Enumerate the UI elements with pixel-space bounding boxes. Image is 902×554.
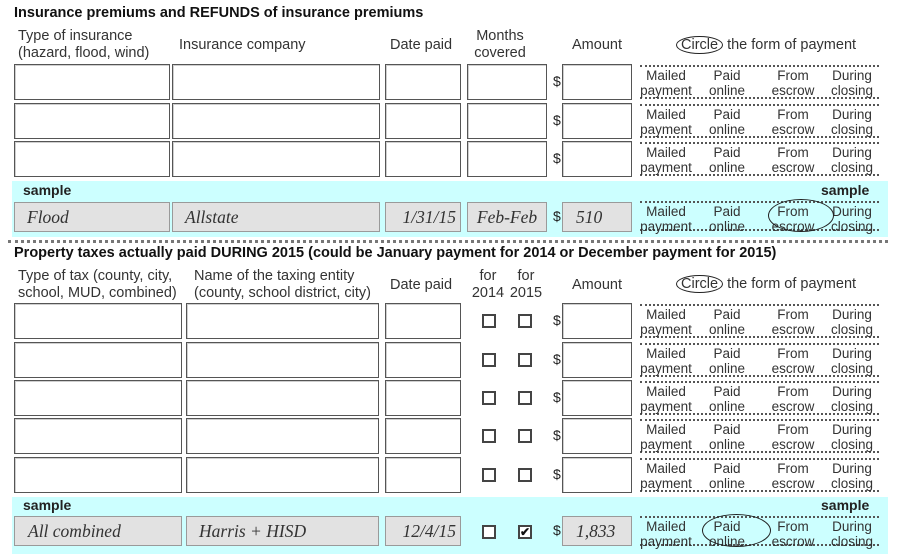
payment-option-line2: payment (640, 476, 692, 491)
insurance-row-payment-options (640, 65, 879, 99)
tax-date-input[interactable] (385, 342, 461, 378)
payment-option-line1: Paid (713, 519, 741, 534)
tax-entity-header-line2: (county, school district, city) (194, 285, 372, 301)
tax-sample-amount: 1,833 (562, 516, 632, 546)
insurance-row-during-closing-option[interactable] (827, 145, 877, 175)
tax-row-paid-online-option[interactable] (702, 346, 752, 376)
tax-row-from-escrow-option[interactable] (767, 422, 819, 452)
payment-option-line2: online (708, 437, 746, 452)
payment-option-line2: payment (640, 322, 692, 337)
payment-option-line1: Paid (713, 346, 741, 361)
payment-option-line1: From (777, 204, 809, 219)
insurance-date-header: Date paid (390, 37, 453, 53)
tax-row-payment-options (640, 343, 879, 377)
insurance-circle-instruction (676, 37, 856, 54)
section-divider (8, 240, 888, 243)
tax-for-2015-checkbox[interactable] (518, 391, 532, 405)
tax-for-2014-checkbox[interactable] (482, 429, 496, 443)
payment-option-line2: online (708, 219, 746, 234)
payment-option-line1: During (832, 346, 872, 361)
insurance-date-input[interactable] (385, 141, 461, 177)
tax-row-paid-online-option[interactable] (702, 461, 752, 491)
tax-date-header: Date paid (390, 277, 453, 293)
tax-for-2014-checkbox[interactable] (482, 353, 496, 367)
tax-for-2014-checkbox[interactable] (482, 391, 496, 405)
tax-entity-input[interactable] (186, 303, 379, 339)
payment-option-line1: From (777, 107, 809, 122)
payment-option-line2: payment (640, 219, 692, 234)
insurance-row-from-escrow-option[interactable] (767, 107, 819, 137)
insurance-row-mailed-payment-option[interactable] (640, 68, 692, 98)
payment-option-line1: Paid (713, 384, 741, 399)
tax-type-input[interactable] (14, 303, 182, 339)
payment-option-line1: Mailed (646, 107, 686, 122)
payment-option-line1: Mailed (646, 384, 686, 399)
tax-sample-label-right: sample (821, 497, 870, 513)
tax-row-during-closing-option[interactable] (827, 461, 877, 491)
payment-option-line1: Mailed (646, 145, 686, 160)
payment-option-line2: payment (640, 534, 692, 549)
tax-for-2015-checkbox[interactable] (518, 429, 532, 443)
tax-row-payment-options (640, 381, 879, 415)
insurance-row-paid-online-option[interactable] (702, 145, 752, 175)
payment-option-line1: During (832, 461, 872, 476)
tax-row-mailed-payment-option[interactable] (640, 461, 692, 491)
payment-option-line2: escrow (771, 361, 815, 376)
tax-amount-input[interactable] (562, 380, 632, 416)
tax-for-2015-checkbox[interactable] (518, 353, 532, 367)
tax-dollar-sign: $ (553, 427, 561, 443)
payment-option-line1: During (832, 107, 872, 122)
payment-option-line1: Mailed (646, 68, 686, 83)
insurance-sample-type: Flood (14, 202, 170, 232)
tax-row-mailed-payment-option[interactable] (640, 307, 692, 337)
tax-date-input[interactable] (385, 380, 461, 416)
tax-for-2014-header-line1: for (479, 268, 497, 284)
insurance-sample-payment-options (640, 201, 879, 234)
payment-option-line2: closing (830, 399, 874, 414)
tax-row-from-escrow-option[interactable] (767, 346, 819, 376)
payment-option-line1: From (777, 384, 809, 399)
tax-row-during-closing-option[interactable] (827, 346, 877, 376)
insurance-row-paid-online-option[interactable] (702, 107, 752, 137)
payment-option-line2: online (708, 534, 746, 549)
insurance-type-header-line1: Type of insurance (18, 28, 133, 44)
payment-option-line2: online (708, 160, 746, 175)
tax-amount-input[interactable] (562, 342, 632, 378)
insurance-months-header-line1: Months (476, 28, 524, 44)
payment-option-line1: From (777, 307, 809, 322)
tax-row-from-escrow-option[interactable] (767, 384, 819, 414)
payment-option-line2: escrow (771, 160, 815, 175)
payment-option-line1: From (777, 145, 809, 160)
tax-sample-type: All combined (14, 516, 182, 546)
tax-entity-header (194, 268, 371, 302)
tax-amount-input[interactable] (562, 303, 632, 339)
tax-row-paid-online-option[interactable] (702, 307, 752, 337)
tax-row-during-closing-option[interactable] (827, 384, 877, 414)
payment-option-line1: From (777, 422, 809, 437)
tax-for-2015-checkbox[interactable] (518, 314, 532, 328)
insurance-sample-date: 1/31/15 (385, 202, 461, 232)
tax-date-input[interactable] (385, 457, 461, 493)
payment-option-line2: closing (830, 361, 874, 376)
insurance-row-paid-online-option[interactable] (702, 68, 752, 98)
payment-option-line2: escrow (771, 83, 815, 98)
tax-amount-input[interactable] (562, 457, 632, 493)
insurance-months-input[interactable] (467, 103, 547, 139)
tax-dollar-sign: $ (553, 351, 561, 367)
insurance-row-during-closing-option[interactable] (827, 68, 877, 98)
payment-option-line1: During (832, 68, 872, 83)
insurance-type-input[interactable] (14, 141, 170, 177)
payment-option-line2: online (708, 399, 746, 414)
tax-type-header-line2: school, MUD, combined) (18, 285, 177, 301)
insurance-dollar-sign: $ (553, 73, 561, 89)
payment-option-line2: escrow (771, 534, 815, 549)
insurance-sample-circled-option (768, 199, 834, 232)
tax-sample-from-escrow-option[interactable] (767, 519, 819, 549)
tax-for-2015-checkbox[interactable] (518, 468, 532, 482)
insurance-company-input[interactable] (172, 141, 380, 177)
tax-for-2014-header (470, 268, 506, 302)
tax-row-paid-online-option[interactable] (702, 422, 752, 452)
tax-type-input[interactable] (14, 342, 182, 378)
payment-option-line1: Paid (713, 461, 741, 476)
insurance-row-from-escrow-option[interactable] (767, 145, 819, 175)
tax-row-payment-options (640, 419, 879, 453)
tax-for-2015-header (508, 268, 544, 302)
insurance-row-payment-options (640, 142, 879, 176)
insurance-months-header (467, 28, 533, 62)
insurance-row-mailed-payment-option[interactable] (640, 107, 692, 137)
tax-row-payment-options (640, 458, 879, 492)
insurance-row-payment-options (640, 104, 879, 138)
insurance-sample-months: Feb-Feb (467, 202, 547, 232)
tax-type-input[interactable] (14, 457, 182, 493)
insurance-months-input[interactable] (467, 64, 547, 100)
insurance-sample-mailed-payment-option[interactable] (640, 204, 692, 234)
payment-option-line2: payment (640, 160, 692, 175)
payment-option-line1: During (832, 145, 872, 160)
insurance-months-input[interactable] (467, 141, 547, 177)
payment-option-line1: During (832, 307, 872, 322)
insurance-dollar-sign: $ (553, 112, 561, 128)
payment-option-line2: online (708, 322, 746, 337)
payment-option-line2: closing (830, 160, 874, 175)
insurance-row-during-closing-option[interactable] (827, 107, 877, 137)
tax-date-input[interactable] (385, 418, 461, 454)
circle-word: Circle (676, 36, 723, 54)
tax-circle-instruction (676, 276, 856, 293)
tax-sample-dollar: $ (553, 522, 561, 538)
insurance-type-header (18, 28, 149, 62)
insurance-dollar-sign: $ (553, 150, 561, 166)
tax-for-2015-header-line1: for (517, 268, 535, 284)
insurance-amount-input[interactable] (562, 141, 632, 177)
tax-for-2015-header-line2: 2015 (509, 285, 543, 301)
payment-option-line1: During (832, 204, 872, 219)
payment-option-line2: closing (830, 219, 874, 234)
tax-row-payment-options (640, 304, 879, 338)
payment-option-line2: online (708, 83, 746, 98)
tax-sample-mailed-payment-option[interactable] (640, 519, 692, 549)
payment-option-line1: From (777, 68, 809, 83)
tax-for-2014-header-line2: 2014 (471, 285, 505, 301)
tax-sample-date: 12/4/15 (385, 516, 461, 546)
circle-word: Circle (676, 275, 723, 293)
insurance-amount-input[interactable] (562, 103, 632, 139)
payment-option-line2: escrow (771, 476, 815, 491)
tax-dollar-sign: $ (553, 389, 561, 405)
tax-for-2014-checkbox[interactable] (482, 314, 496, 328)
insurance-row-from-escrow-option[interactable] (767, 68, 819, 98)
insurance-type-input[interactable] (14, 103, 170, 139)
tax-row-mailed-payment-option[interactable] (640, 346, 692, 376)
tax-amount-input[interactable] (562, 418, 632, 454)
tax-sample-during-closing-option[interactable] (827, 519, 877, 549)
tax-entity-input[interactable] (186, 380, 379, 416)
tax-type-input[interactable] (14, 418, 182, 454)
payment-option-line1: Mailed (646, 307, 686, 322)
payment-option-line1: From (777, 346, 809, 361)
tax-row-from-escrow-option[interactable] (767, 307, 819, 337)
payment-option-line1: During (832, 384, 872, 399)
payment-option-line1: Paid (713, 204, 741, 219)
payment-option-line2: closing (830, 322, 874, 337)
payment-option-line1: Mailed (646, 204, 686, 219)
payment-option-line2: closing (830, 83, 874, 98)
payment-option-line2: payment (640, 361, 692, 376)
payment-option-line1: Mailed (646, 346, 686, 361)
insurance-sample-during-closing-option[interactable] (827, 204, 877, 234)
insurance-date-input[interactable] (385, 103, 461, 139)
payment-option-line2: closing (830, 476, 874, 491)
payment-option-line2: payment (640, 437, 692, 452)
insurance-section-title: Insurance premiums and REFUNDS of insurance premiums (14, 5, 424, 21)
tax-date-input[interactable] (385, 303, 461, 339)
payment-option-line1: Paid (713, 422, 741, 437)
form-of-payment-label: the form of payment (727, 276, 857, 292)
payment-option-line1: Paid (713, 145, 741, 160)
tax-type-input[interactable] (14, 380, 182, 416)
tax-row-mailed-payment-option[interactable] (640, 384, 692, 414)
tax-entity-header-line1: Name of the taxing entity (194, 268, 355, 284)
insurance-sample-label-right: sample (821, 182, 870, 198)
payment-option-line2: payment (640, 122, 692, 137)
payment-option-line2: closing (830, 437, 874, 452)
payment-option-line1: Paid (713, 307, 741, 322)
payment-option-line2: escrow (771, 219, 815, 234)
payment-option-line1: From (777, 519, 809, 534)
tax-sample-label-left: sample (23, 497, 72, 513)
tax-amount-header: Amount (572, 277, 622, 293)
tax-sample-circled-option (702, 514, 771, 547)
insurance-months-header-line2: covered (474, 45, 526, 61)
insurance-type-input[interactable] (14, 64, 170, 100)
insurance-sample-paid-online-option[interactable] (702, 204, 752, 234)
insurance-row-mailed-payment-option[interactable] (640, 145, 692, 175)
form-of-payment-label: the form of payment (727, 37, 857, 53)
payment-option-line1: During (832, 422, 872, 437)
payment-option-line2: payment (640, 83, 692, 98)
insurance-company-header: Insurance company (179, 37, 306, 53)
insurance-sample-amount: 510 (562, 202, 632, 232)
payment-option-line2: escrow (771, 399, 815, 414)
tax-type-header (18, 268, 177, 302)
insurance-company-input[interactable] (172, 103, 380, 139)
payment-option-line1: Paid (713, 107, 741, 122)
insurance-sample-company: Allstate (172, 202, 380, 232)
insurance-sample-dollar: $ (553, 208, 561, 224)
tax-sample-entity: Harris + HISD (186, 516, 379, 546)
payment-option-line1: Mailed (646, 422, 686, 437)
tax-row-from-escrow-option[interactable] (767, 461, 819, 491)
tax-sample-for-2015-checkbox: ✔ (520, 525, 531, 539)
payment-option-line2: escrow (771, 437, 815, 452)
payment-option-line1: Paid (713, 68, 741, 83)
insurance-date-input[interactable] (385, 64, 461, 100)
payment-option-line1: Mailed (646, 461, 686, 476)
payment-option-line2: closing (830, 122, 874, 137)
insurance-company-input[interactable] (172, 64, 380, 100)
tax-type-header-line1: Type of tax (county, city, (18, 268, 173, 284)
tax-dollar-sign: $ (553, 466, 561, 482)
tax-sample-for-2014-checkbox (482, 525, 496, 539)
tax-row-mailed-payment-option[interactable] (640, 422, 692, 452)
tax-row-during-closing-option[interactable] (827, 422, 877, 452)
payment-option-line1: Mailed (646, 519, 686, 534)
insurance-amount-header: Amount (572, 37, 622, 53)
payment-option-line1: During (832, 519, 872, 534)
payment-option-line2: escrow (771, 122, 815, 137)
tax-entity-input[interactable] (186, 457, 379, 493)
payment-option-line2: online (708, 361, 746, 376)
payment-option-line1: From (777, 461, 809, 476)
insurance-type-header-line2: (hazard, flood, wind) (18, 45, 150, 61)
property-tax-section-title: Property taxes actually paid DURING 2015 (could be January payment for 2014 or December payment for 2015) (14, 245, 777, 261)
payment-option-line2: online (708, 122, 746, 137)
payment-option-line2: closing (830, 534, 874, 549)
payment-option-line2: payment (640, 399, 692, 414)
tax-entity-input[interactable] (186, 418, 379, 454)
tax-dollar-sign: $ (553, 312, 561, 328)
tax-for-2014-checkbox[interactable] (482, 468, 496, 482)
payment-option-line2: escrow (771, 322, 815, 337)
tax-entity-input[interactable] (186, 342, 379, 378)
insurance-amount-input[interactable] (562, 64, 632, 100)
tax-row-paid-online-option[interactable] (702, 384, 752, 414)
payment-option-line2: online (708, 476, 746, 491)
insurance-sample-label-left: sample (23, 182, 72, 198)
tax-row-during-closing-option[interactable] (827, 307, 877, 337)
